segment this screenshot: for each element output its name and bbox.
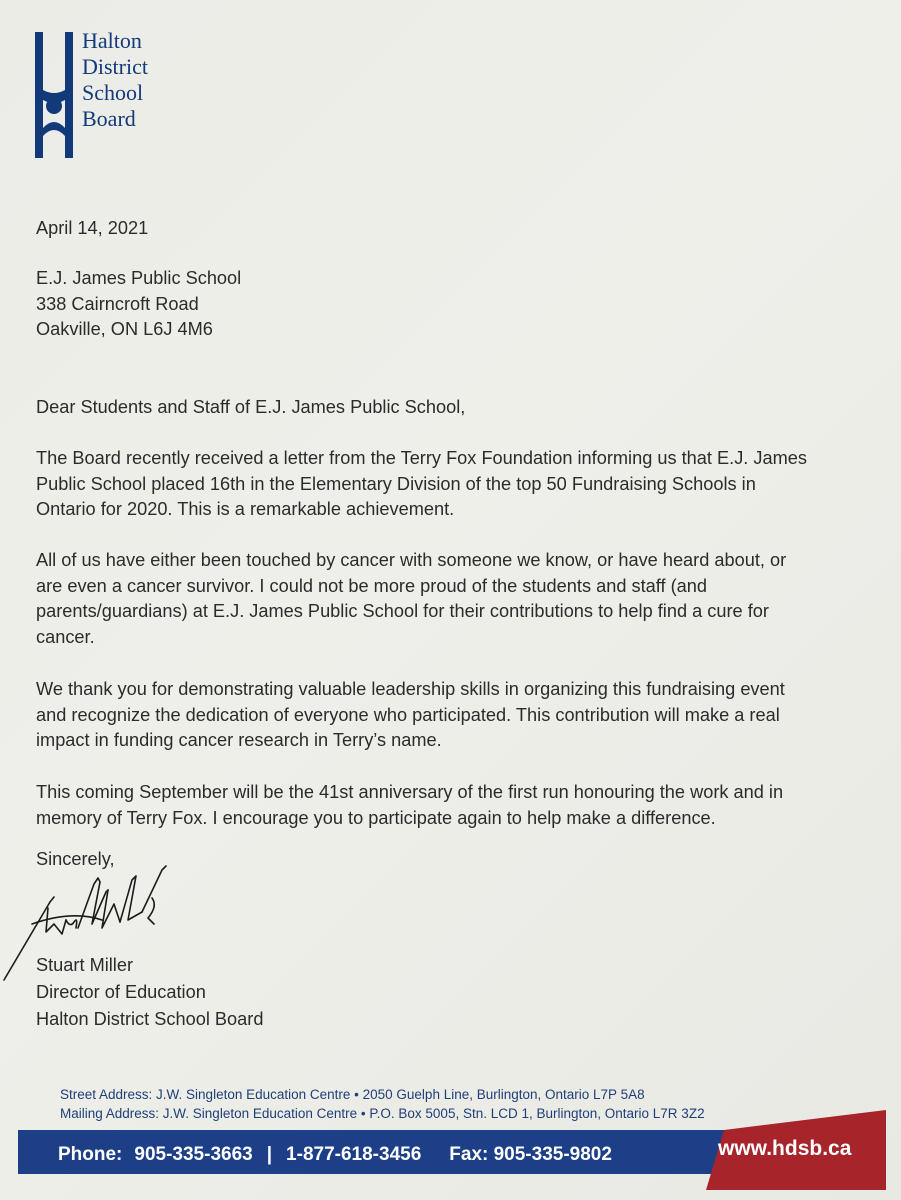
signature-block	[36, 952, 263, 1033]
salutation: Dear Students and Staff of E.J. James Public School,	[36, 397, 466, 417]
hdsb-logo-icon	[33, 32, 77, 158]
toll-free-number: 1-877-618-3456	[286, 1144, 422, 1165]
paragraph-line: The Board recently received a letter from the Terry Fox Foundation informing us that E.J. James	[36, 448, 807, 468]
paragraph-line: Public School placed 16th in the Elementary Division of the top 50 Fundraising Schools in	[36, 473, 756, 494]
paragraph	[36, 548, 786, 650]
paragraph-line: cancer.	[36, 626, 95, 647]
signer-organization: Halton District School Board	[36, 1009, 264, 1029]
website-link[interactable]: www.hdsb.ca	[718, 1137, 852, 1160]
street-address: Street Address: J.W. Singleton Education Centre • 2050 Guelph Line, Burlington, Ontario L7P 5A8	[60, 1087, 645, 1102]
address-line: 338 Cairncroft Road	[36, 293, 199, 314]
phone-number: 905-335-3663	[134, 1144, 253, 1165]
signer-name: Stuart Miller	[36, 955, 134, 975]
paragraph-line: This coming September will be the 41st anniversary of the first run honouring the work and in	[36, 782, 784, 802]
letter-date: April 14, 2021	[36, 218, 149, 238]
paragraph-line: parents/guardians) at E.J. James Public School for their contributions to help find a cure for	[36, 601, 769, 621]
logo-line: Halton	[82, 28, 142, 53]
paragraph-line: memory of Terry Fox. I encourage you to participate again to help make a difference.	[36, 807, 716, 828]
paragraph-line: are even a cancer survivor. I could not be more proud of the students and staff (and	[36, 575, 707, 596]
paragraph	[36, 780, 783, 831]
logo-wordmark	[82, 28, 148, 132]
paragraph-line: impact in funding cancer research in Terry’s name.	[36, 730, 442, 750]
mailing-address: Mailing Address: J.W. Singleton Education Centre • P.O. Box 5005, Stn. LCD 1, Burlington, Ontario L7R 3Z2	[60, 1106, 705, 1121]
paragraph-line: All of us have either been touched by cancer with someone we know, or have heard about, or	[36, 550, 787, 570]
paragraph	[36, 677, 785, 754]
paragraph-line: Ontario for 2020. This is a remarkable achievement.	[36, 499, 455, 519]
logo-line: School	[82, 80, 144, 105]
address-line: Oakville, ON L6J 4M6	[36, 319, 213, 339]
phone-label: Phone:	[58, 1144, 123, 1165]
logo-line: District	[82, 54, 148, 79]
paragraph	[36, 446, 807, 523]
address-line: E.J. James Public School	[36, 268, 242, 288]
fax-number: Fax: 905-335-9802	[449, 1144, 612, 1165]
paragraph-line: We thank you for demonstrating valuable leadership skills in organizing this fundraising event	[36, 679, 785, 699]
footer-contact-text	[58, 1144, 612, 1166]
recipient-address	[36, 266, 241, 343]
paragraph-line: and recognize the dedication of everyone who participated. This contribution will make a real	[36, 704, 780, 725]
separator: |	[266, 1144, 273, 1165]
closing: Sincerely,	[36, 849, 115, 869]
signer-title: Director of Education	[36, 982, 206, 1002]
footer-addresses	[60, 1085, 705, 1123]
logo-line: Board	[82, 106, 136, 131]
